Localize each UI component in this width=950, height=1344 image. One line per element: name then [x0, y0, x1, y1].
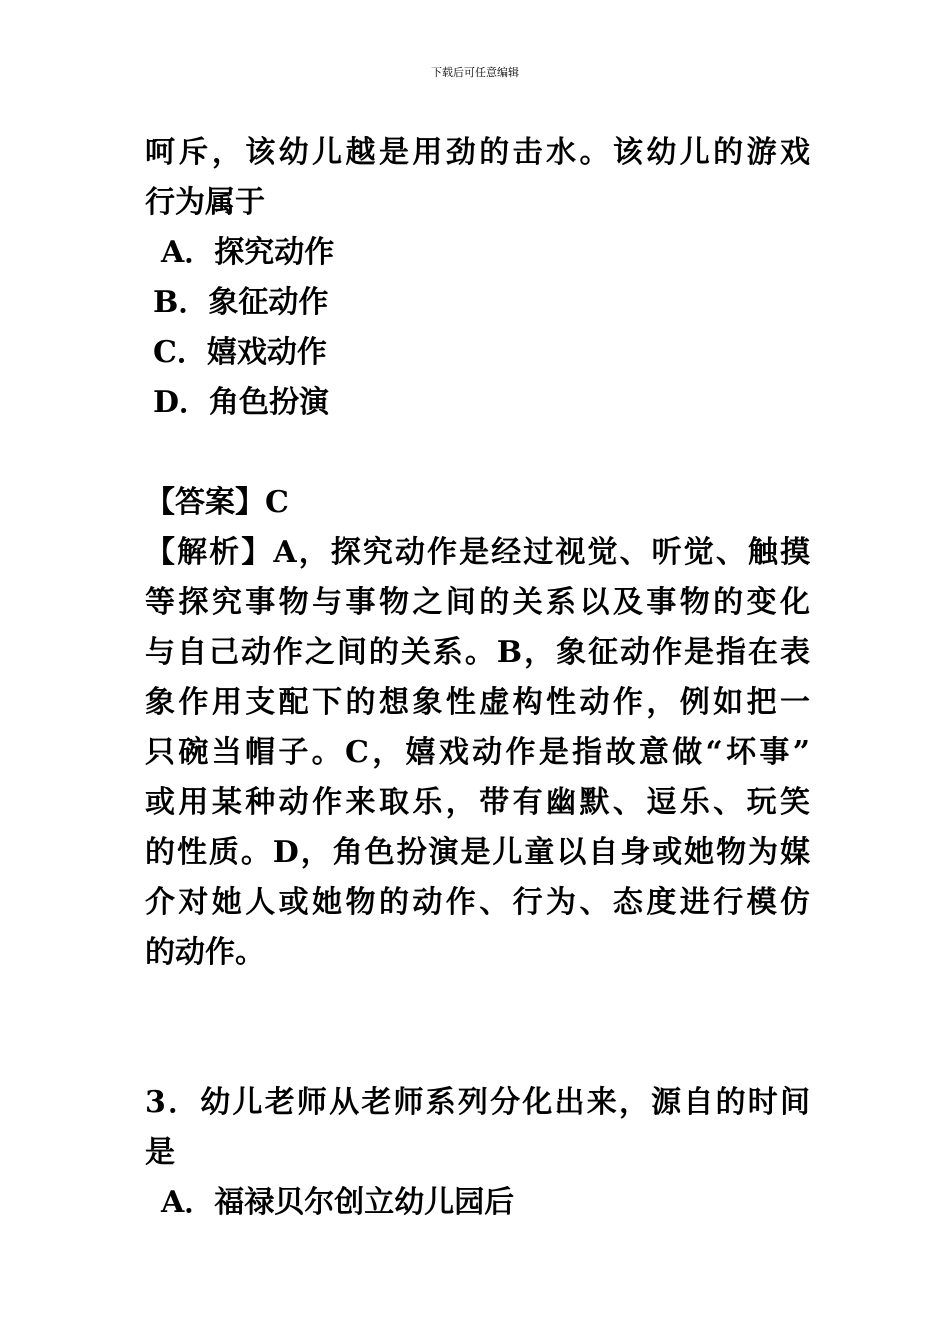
question-stem-line: 呵斥，该幼儿越是用劲的击水。该幼儿的游戏 [145, 135, 810, 170]
question-3-options [145, 1178, 810, 1228]
document-body [145, 128, 810, 1228]
question-stem-line: 是 [145, 1135, 175, 1170]
option-b: B．象征动作 [153, 285, 329, 320]
analysis-line: 与自己动作之间的关系。B，象征动作是指在表 [145, 635, 810, 670]
analysis-line: 象作用支配下的想象性虚构性动作，例如把一 [145, 685, 810, 720]
option-d: D．角色扮演 [153, 385, 330, 420]
analysis-line: 等探究事物与事物之间的关系以及事物的变化 [145, 585, 810, 620]
question-3-stem [145, 1078, 810, 1178]
analysis-line: 的动作。 [145, 935, 265, 970]
option-a: A．福禄贝尔创立幼儿园后 [161, 1185, 515, 1220]
question-stem-line: 3．幼儿老师从老师系列分化出来，源自的时间 [145, 1085, 810, 1120]
analysis-line: 介对她人或她物的动作、行为、态度进行模仿 [145, 885, 810, 920]
analysis-line: 的性质。D，角色扮演是儿童以自身或她物为媒 [145, 835, 810, 870]
option-c: C．嬉戏动作 [153, 335, 327, 370]
spacer [145, 428, 810, 478]
question-2-stem [145, 128, 810, 228]
question-2-options [145, 228, 810, 428]
option-a: A．探究动作 [161, 235, 335, 270]
question-stem-line: 行为属于 [145, 185, 265, 220]
analysis-line: 或用某种动作来取乐，带有幽默、逗乐、玩笑 [145, 785, 810, 820]
spacer [145, 978, 810, 1078]
answer-line: 【答案】C [145, 485, 289, 520]
analysis-line: 【解析】A，探究动作是经过视觉、听觉、触摸 [145, 535, 810, 570]
analysis-paragraph [145, 528, 810, 978]
page-header-note: 下载后可任意编辑 [431, 66, 519, 79]
analysis-line: 只碗当帽子。C，嬉戏动作是指故意做“坏事” [145, 735, 810, 770]
